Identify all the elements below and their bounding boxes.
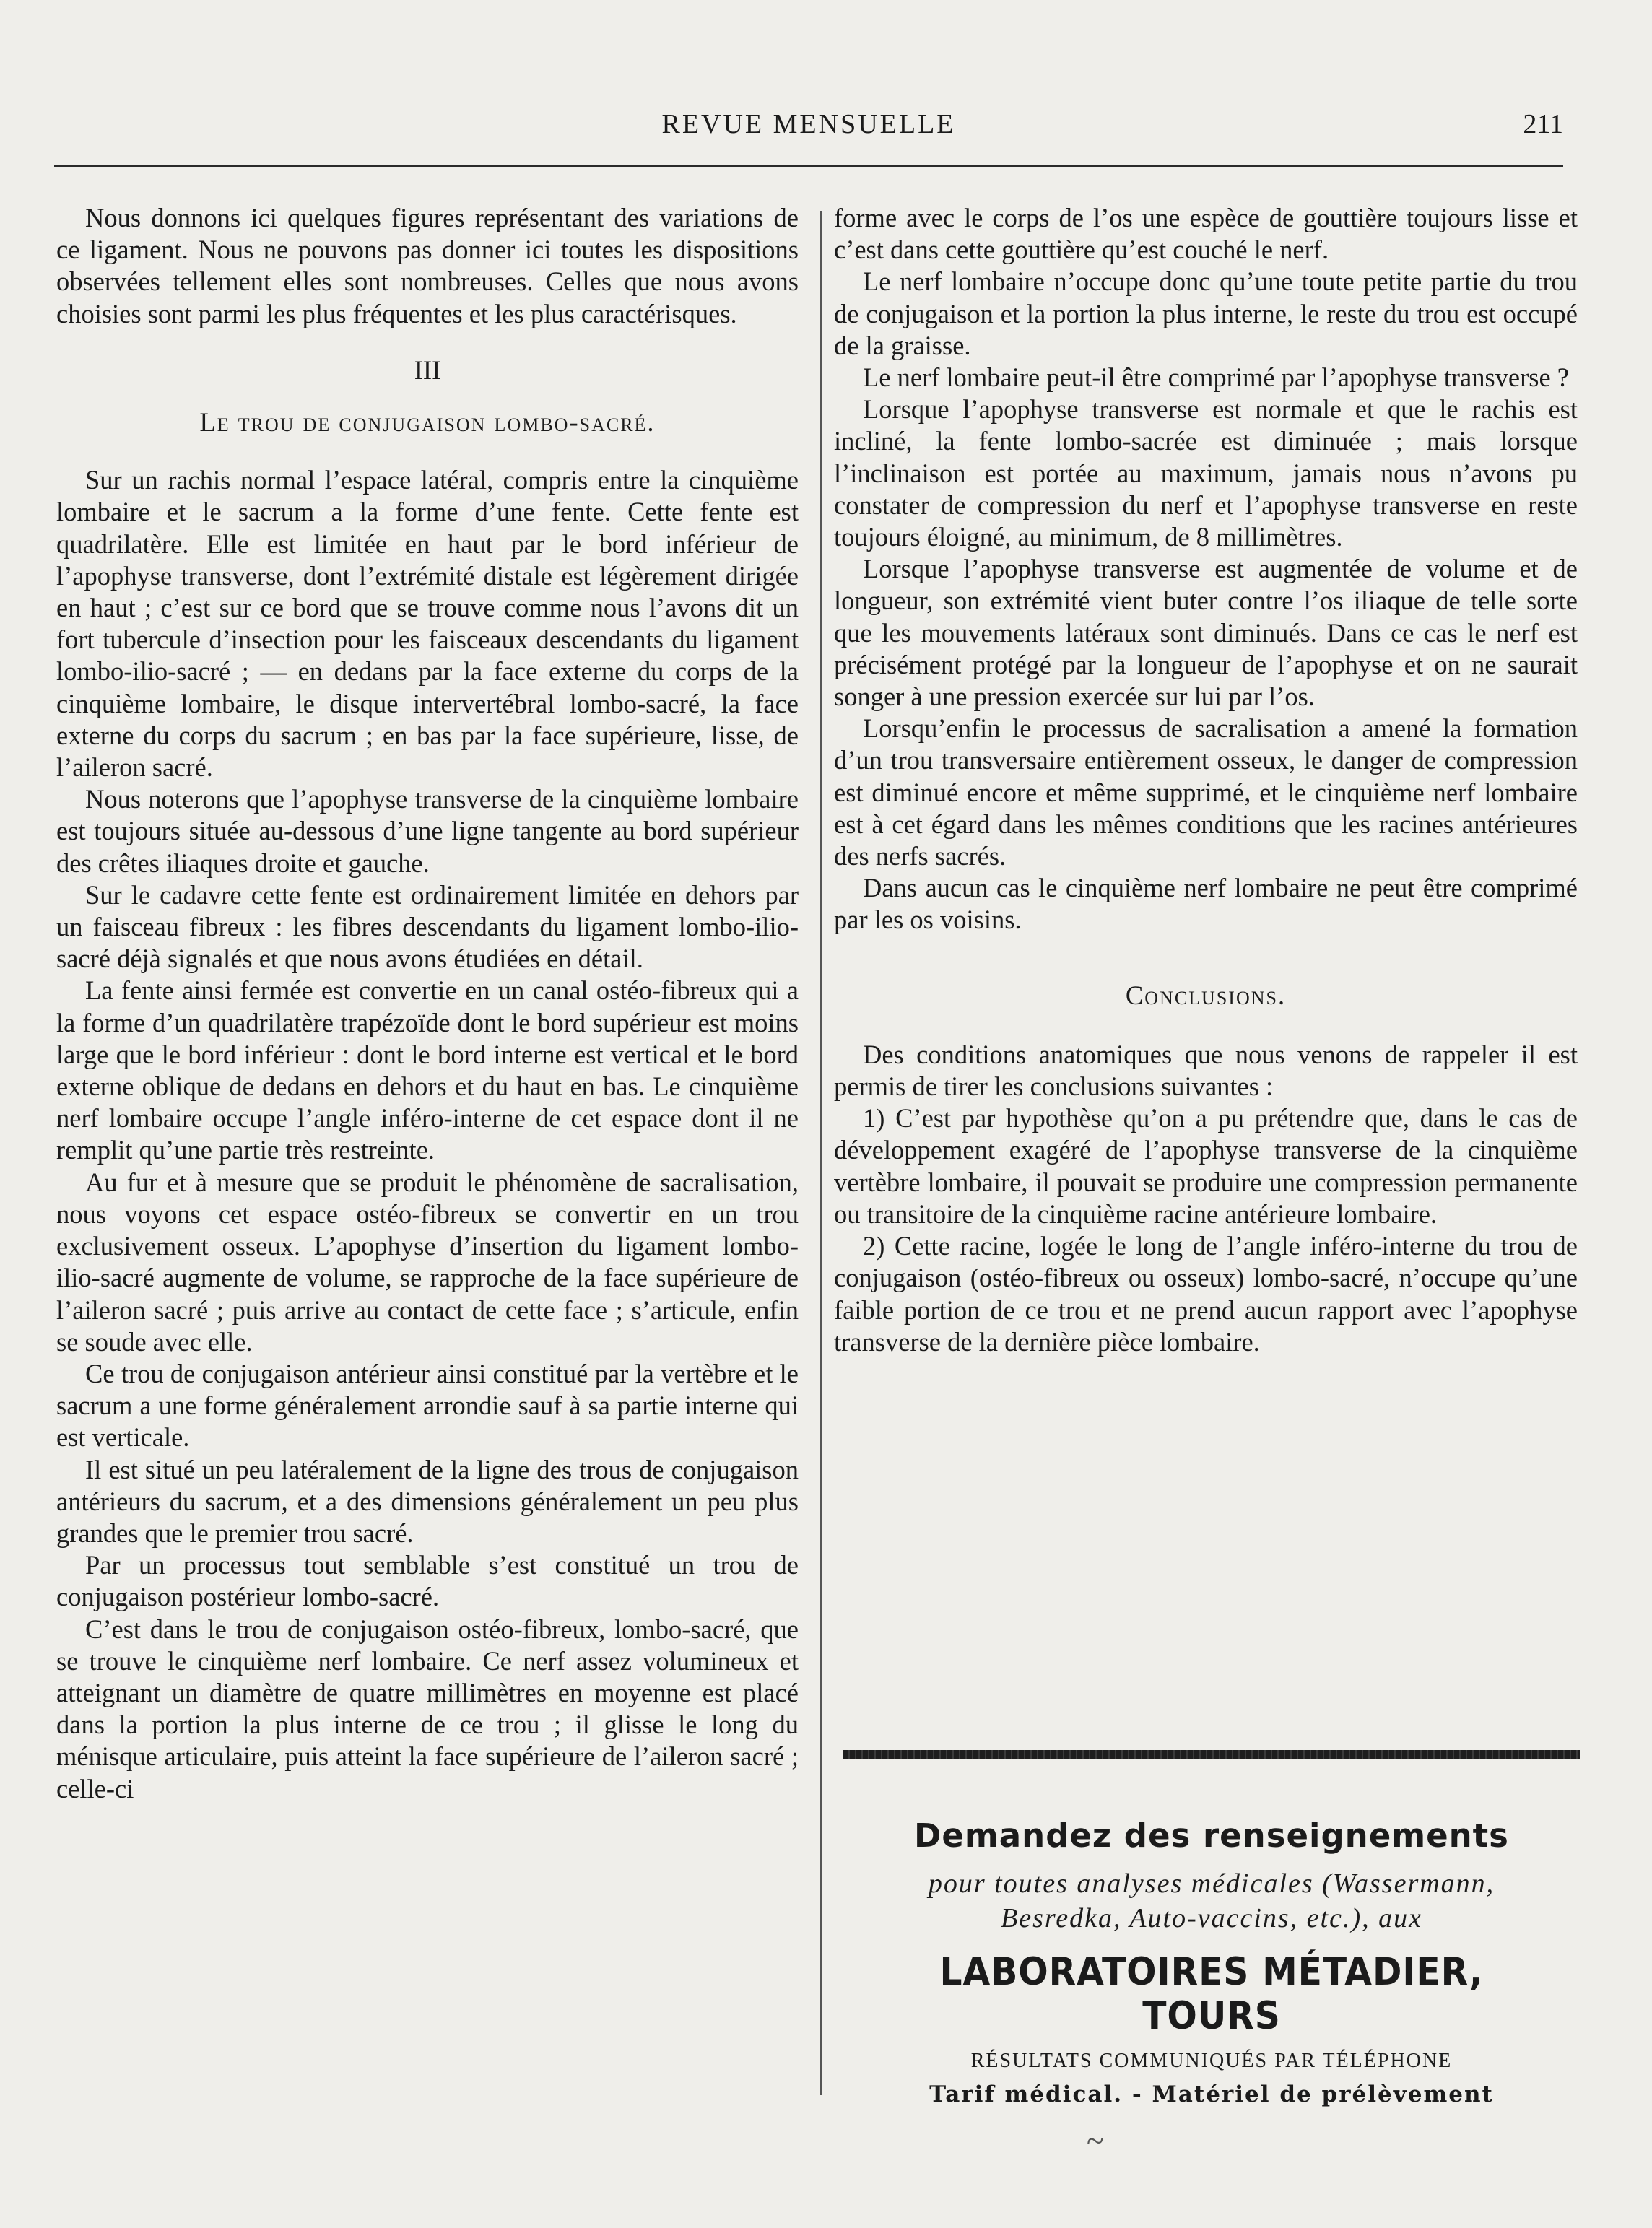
paragraph: Ce trou de conjugaison antérieur ainsi constitué par la vertèbre et le sacrum a une forme généralement arrondie sauf à sa partie interne qui est verticale. (56, 1358, 799, 1453)
section-heading: Le trou de conjugaison lombo-sacré. (199, 407, 656, 438)
paragraph: 2) Cette racine, logée le long de l’angle inféro-interne du trou de conjugaison (ostéo-fibreux ou osseux) lombo-sacré, n’occupe qu’une faible portion de ce trou et ne prend aucun rapport avec l’apophyse transverse de la dernière pièce lombaire. (834, 1231, 1578, 1357)
paragraph: Par un processus tout semblable s’est constitué un trou de conjugaison postérieur lombo-sacré. (56, 1550, 799, 1612)
paragraph: Nous noterons que l’apophyse transverse de la cinquième lombaire est toujours située au-dessous d’une ligne tangente au bord supérieur des crêtes iliaques droite et gauche. (56, 784, 799, 878)
paragraph: Lorsque l’apophyse transverse est augmentée de volume et de longueur, son extrémité vient buter contre l’os iliaque de telle sorte que les mouvements latéraux sont diminués. Dans ce cas le nerf est précisément protégé par la longueur de l’apophyse et on ne saurait songer à une pression exercée sur lui par l’os. (834, 554, 1578, 712)
paragraph: La fente ainsi fermée est convertie en un canal ostéo-fibreux qui a la forme d’un quadrilatère trapézoïde dont le bord supérieur est moins large que le bord inférieur : dont le bord interne est vertical et le bord externe oblique de dedans en dehors et du haut en bas. Le cinquième nerf lombaire occupe l’angle inféro-interne de cet espace dont il ne remplit qu’une partie très restreinte. (56, 975, 799, 1165)
conclusions-heading: Conclusions. (1125, 980, 1287, 1010)
ornament-mark: ~ (1087, 2123, 1104, 2159)
advertisement-title: Demandez des renseignements (914, 1816, 1509, 1855)
page-number: 211 (1523, 109, 1563, 139)
paragraph: Le nerf lombaire n’occupe donc qu’une toute petite partie du trou de conjugaison et la portion la plus interne, le reste du trou est occupé de la graisse. (834, 266, 1578, 360)
paragraph: Nous donnons ici quelques figures représentant des variations de ce ligament. Nous ne pouvons pas donner ici toutes les dispositions observées tellement elles sont nombreuses. Celles que nous avons choisies sont parmi les plus fréquentes et les plus caractérisques. (56, 203, 799, 328)
paragraph: Lorsqu’enfin le processus de sacralisation a amené la formation d’un trou transversaire entièrement osseux, le danger de compression est diminué encore et même supprimé, et le cinquième nerf lombaire est à cet égard dans les mêmes conditions que les racines antérieures des nerfs sacrés. (834, 713, 1578, 871)
paragraph: Des conditions anatomiques que nous venons de rappeler il est permis de tirer les conclusions suivantes : (834, 1039, 1578, 1102)
paragraph: Dans aucun cas le cinquième nerf lombaire ne peut être comprimé par les os voisins. (834, 873, 1578, 935)
right-column (834, 202, 1578, 1358)
left-column (56, 202, 799, 1805)
advertisement-line: pour toutes analyses médicales (Wassermann, (928, 1868, 1495, 1899)
paragraph: Sur le cadavre cette fente est ordinairement limitée en dehors par un faisceau fibreux : les fibres descendants du ligament lombo-ilio-sacré déjà signalés et que nous avons étudiées en détail. (56, 879, 799, 974)
header-rule (54, 165, 1563, 167)
advertisement-results: RÉSULTATS COMMUNIQUÉS PAR TÉLÉPHONE (970, 2050, 1453, 2072)
section-numeral: III (414, 354, 441, 385)
paragraph: forme avec le corps de l’os une espèce de gouttière toujours lisse et c’est dans cette gouttière qu’est couché le nerf. (834, 203, 1578, 265)
paragraph: Lorsque l’apophyse transverse est normale et que le rachis est incliné, la fente lombo-sacrée est diminuée ; mais lorsque l’inclinaison est portée au maximum, jamais nous n’avons pu constater de compression du nerf et l’apophyse transverse en reste toujours éloigné, au minimum, de 8 millimètres. (834, 394, 1578, 552)
paragraph: Au fur et à mesure que se produit le phénomène de sacralisation, nous voyons cet espace ostéo-fibreux se convertir en un trou exclusivement osseux. L’apophyse d’insertion du ligament lombo-ilio-sacré augmente de volume, se rapproche de la face supérieure de l’aileron sacré ; puis arrive au contact de cette face ; s’articule, enfin se soude avec elle. (56, 1167, 799, 1357)
paragraph: Le nerf lombaire peut-il être comprimé par l’apophyse transverse ? (863, 362, 1569, 393)
advertisement-rule (843, 1750, 1580, 1759)
advertisement-line: Besredka, Auto-vaccins, etc.), aux (1001, 1903, 1422, 1933)
paragraph: C’est dans le trou de conjugaison ostéo-fibreux, lombo-sacré, que se trouve le cinquième nerf lombaire. Ce nerf assez volumineux et atteignant un diamètre de quatre millimètres en moyenne est placé dans la portion la plus interne de ce trou ; il glisse le long du ménisque articulaire, puis atteint la face supérieure de l’aileron sacré ; celle-ci (56, 1614, 799, 1803)
advertisement-footer: Tarif médical. - Matériel de prélèvement (929, 2081, 1494, 2107)
running-head (54, 108, 1563, 152)
column-divider (820, 211, 822, 2095)
laboratory-name: LABORATOIRES MÉTADIER, TOURS (939, 1950, 1484, 2038)
running-title: REVUE MENSUELLE (661, 109, 956, 139)
advertisement (838, 1776, 1586, 2107)
paragraph: Sur un rachis normal l’espace latéral, compris entre la cinquième lombaire et le sacrum a la forme d’une fente. Cette fente est quadrilatère. Elle est limitée en haut par le bord inférieur de l’apophyse transverse, dont l’extrémité distale est légèrement dirigée en haut ; c’est sur ce bord que se trouve comme nous l’avons dit un fort tubercule d’insection pour les faisceaux descendants du ligament lombo-ilio-sacré ; — en dedans par la face externe du corps de la cinquième lombaire, le disque intervertébral lombo-sacré, la face externe du corps du sacrum ; en bas par la face supérieure, lisse, de l’aileron sacré. (56, 465, 799, 783)
paragraph: 1) C’est par hypothèse qu’on a pu prétendre que, dans le cas de développement exagéré de l’apophyse transverse de la cinquième vertèbre lombaire, il pouvait se produire une compression permanente ou transitoire de la cinquième racine antérieure lombaire. (834, 1103, 1578, 1229)
paragraph: Il est situé un peu latéralement de la ligne des trous de conjugaison antérieurs du sacrum, et a des dimensions généralement un peu plus grandes que le premier trou sacré. (56, 1454, 799, 1548)
